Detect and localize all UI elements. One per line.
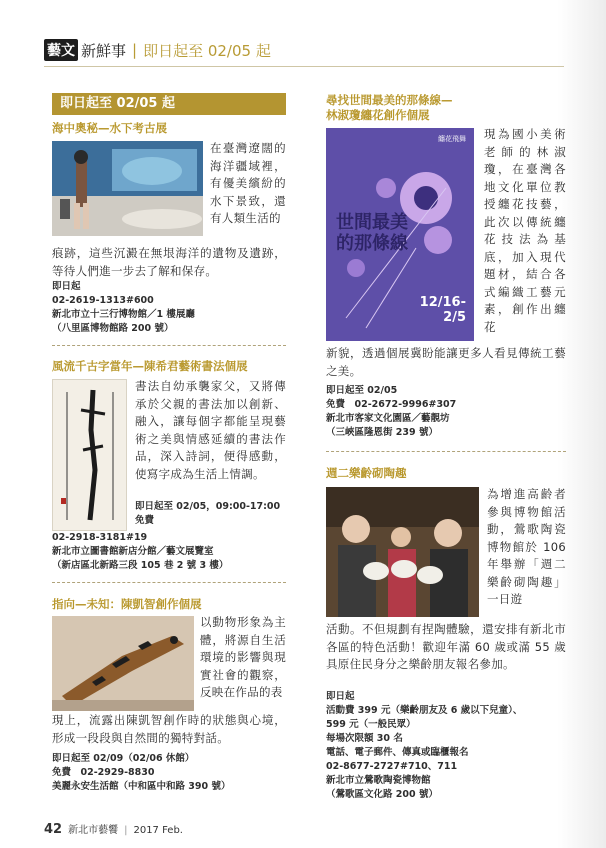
article-title: 指向—未知：陳凱智創作個展 — [52, 597, 202, 611]
info-venue: 新北市立圖書館新店分館／藝文展覽室 — [52, 546, 214, 557]
divider — [52, 345, 286, 346]
info-phone: 02-2918-3181#19 — [52, 532, 148, 543]
page-number: 42 — [44, 822, 63, 837]
article-title: 週二樂齡砌陶趣 — [326, 466, 407, 480]
article-body-continued: 現上，流露出陳凱智創作時的狀態與心境，形成一段段與自然間的獨特對話。 — [52, 713, 286, 745]
issue-date: 2017 Feb. — [133, 825, 183, 836]
poster-title-text: 世間最美的那條線 — [336, 212, 408, 254]
divider — [326, 451, 566, 452]
artwork-photo — [52, 616, 194, 711]
poster-date-start: 12/16- — [419, 295, 466, 310]
info-fee: 活動費 399 元（樂齡朋友及 6 歲以下兒童）、 — [326, 705, 523, 716]
info-capacity: 每場次限額 30 名 — [326, 733, 403, 744]
info-venue: 新北市立十三行博物館／1 樓展廳 — [52, 309, 195, 320]
info-date: 即日起 — [326, 691, 355, 702]
info-address: （新店區北新路三段 105 巷 2 號 3 樓） — [52, 560, 229, 571]
info-fee: 免費 — [135, 515, 155, 526]
info-fee-general: 599 元（一般民眾） — [326, 719, 416, 730]
info-phone: 02-8677-2727#710、711 — [326, 761, 458, 772]
info-address: （八里區博物館路 200 號） — [52, 323, 174, 334]
section-tag: 藝文 — [44, 39, 78, 61]
info-date: 即日起至 02/05 — [326, 385, 398, 396]
section-subtitle: 即日起至 02/05 起 — [143, 41, 271, 60]
article-body-continued: 痕跡，這些沉澱在無垠海洋的遺物及遺跡，等待人們進一步去了解和保存。 — [52, 246, 286, 278]
info-registration: 電話、電子郵件、傳真或臨櫃報名 — [326, 747, 469, 758]
divider — [52, 582, 286, 583]
article-body-continued: 活動。不但規劃有捏陶體驗，還安排有新北市各區的特色活動！歡迎年滿 60 歲或滿 55 歲具原住民身分之樂齡朋友報名參加。 — [326, 622, 566, 671]
article-title: 風流千古字當年—陳希君藝術書法個展 — [52, 359, 248, 373]
article-info — [52, 752, 230, 794]
article-body: 現為國小美術老師的林淑瓊，在臺灣各地文化單位教授纏花技藝，此次以傳統纏花技法為基底，加入現代題材，結合各式編織工藝元素，創作出纏花 — [484, 127, 566, 334]
info-phone: 02-2619-1313#600 — [52, 295, 154, 306]
article-info — [52, 280, 195, 336]
section-name: 新鮮事 — [81, 41, 127, 60]
poster-dates — [420, 295, 466, 325]
date-banner: 即日起至 02/05 起 — [52, 93, 286, 115]
info-phone: 免費 02-2672-9996#307 — [326, 399, 457, 410]
header-rule — [44, 66, 564, 67]
page-footer — [44, 821, 183, 837]
info-address: （三峽區隆恩街 239 號） — [326, 427, 438, 438]
info-date: 即日起至 02/05，09:00-17:00 — [135, 501, 281, 512]
article-title-line: 尋找世間最美的那條線— — [326, 93, 453, 107]
article-title: 海中奧秘—水下考古展 — [52, 121, 167, 135]
article-info — [52, 531, 228, 573]
header-separator: | — [132, 41, 138, 59]
info-date: 即日起至 02/09（02/06 休館） — [52, 753, 195, 764]
info-venue: 新北市客家文化園區／藝靚坊 — [326, 413, 450, 424]
poster-small-title: 纏花飛舞 — [438, 135, 466, 143]
article-info — [326, 690, 522, 802]
activity-photo — [326, 487, 479, 617]
article-info-side — [135, 500, 280, 528]
footer-separator: | — [124, 825, 128, 836]
poster-date-end: 2/5 — [443, 310, 466, 325]
info-venue: 新北市立鶯歌陶瓷博物館 — [326, 775, 431, 786]
info-date: 即日起 — [52, 281, 81, 292]
article-info — [326, 384, 456, 440]
article-body: 在臺灣遼闊的海洋疆域裡，有優美繽紛的水下景致，還有人類生活的 — [210, 141, 286, 225]
section-header — [44, 38, 271, 62]
article-body: 為增進高齡者參與博物館活動，鶯歌陶瓷博物館於 106 年舉辦「週二樂齡砌陶趣」一日遊 — [487, 487, 566, 606]
article-body-continued: 新貌，透過個展冀盼能讓更多人看見傳統工藝之美。 — [326, 346, 566, 378]
info-phone: 免費 02-2929-8830 — [52, 767, 155, 778]
info-venue: 美麗永安生活館（中和區中和路 390 號） — [52, 781, 231, 792]
info-address: （鶯歌區文化路 200 號） — [326, 789, 438, 800]
article-title — [326, 93, 453, 123]
exhibit-photo — [52, 141, 203, 236]
calligraphy-photo — [52, 379, 127, 531]
article-title-line: 林淑瓊纏花創作個展 — [326, 108, 430, 122]
exhibition-poster — [326, 128, 474, 341]
article-body: 以動物形象為主體，將源自生活環境的影響與現實社會的觀察，反映在作品的表 — [200, 615, 286, 699]
magazine-name: 新北市藝饗 — [68, 825, 119, 836]
article-body: 書法自幼承襲家父，又將傳承於父親的書法加以創新、融入，讓每個字都能呈現藝術之美與情感延續的書法作品，深入詩詞，便得感動，使寫字成為生活上情調。 — [135, 379, 286, 481]
